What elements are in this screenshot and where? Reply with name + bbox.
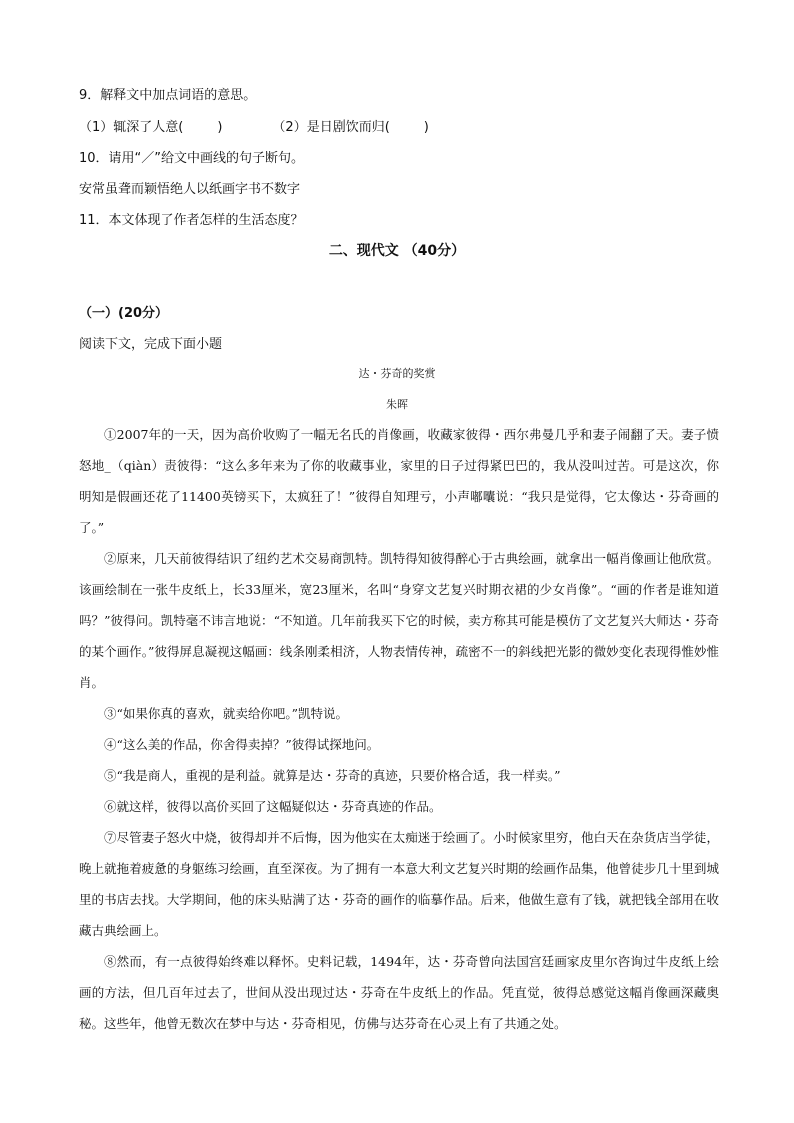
article-paragraph: ②原来，几天前彼得结识了纽约艺术交易商凯特。凯特得知彼得醉心于古典绘画，就拿出一幅肖像画让他欣赏。该画绘制在一张牛皮纸上，长33厘米，宽23厘米，名叫“身穿文艺复兴时期衣裙的少女肖像”。“画的作者是谁知道吗？”彼得问。凯特毫不讳言地说：“不知道。几年前我买下它的时候，卖方称其可能是模仿了文艺复兴大师达・芬奇的某个画作。”彼得屏息凝视这幅画：线条刚柔相济，人物表情传神，疏密不一的斜线把光影的微妙变化表现得惟妙惟肖。 xyxy=(79,551,719,690)
article-paragraph: ⑥就这样，彼得以高价买回了这幅疑似达・芬奇真迹的作品。 xyxy=(104,799,442,814)
article-paragraph: ⑧然而，有一点彼得始终难以释怀。史料记载，1494年，达・芬奇曾向法国宫廷画家皮里尔咨询过牛皮纸上绘画的方法，但几百年过去了，世间从没出现过达・芬奇在牛皮纸上的作品。凭直觉，彼得总感觉这幅肖像画深藏奥秘。这些年，他曾无数次在梦中与达・芬奇相见，仿佛与达芬奇在心灵上有了共通之处。 xyxy=(79,954,719,1031)
article-paragraph: ①2007年的一天，因为高价收购了一幅无名氏的肖像画，收藏家彼得・西尔弗曼几乎和妻子闹翻了天。妻子愤怒地_（qiàn）责彼得：“这么多年来为了你的收藏事业，家里的日子过得紧巴巴的，我从没叫过苦。可是这次，你明知是假画还花了11400英镑买下，太疯狂了！”彼得自知理亏，小声嘟囔说：“我只是觉得，它太像达・芬奇画的了。” xyxy=(79,427,719,535)
article-title: 达・芬奇的奖赏 xyxy=(358,367,436,380)
section-instruction: 阅读下文，完成下面小题 xyxy=(79,337,223,352)
section-title: 二、现代文 （40分） xyxy=(328,243,466,259)
question-9-item-1-text: （1）辄深了人意( xyxy=(79,120,184,135)
question-11: 11．本文体现了作者怎样的生活态度？ xyxy=(79,213,304,228)
question-9-items xyxy=(79,116,429,135)
question-10-sentence: 安常虽聋而颖悟绝人以纸画字书不数字 xyxy=(79,182,301,197)
question-9: 9．解释文中加点词语的意思。 xyxy=(79,88,257,103)
question-10: 10．请用“／”给文中画线的句子断句。 xyxy=(79,151,305,166)
article-paragraph: ③“如果你真的喜欢，就卖给你吧。”凯特说。 xyxy=(104,706,349,721)
article-paragraph: ⑤“我是商人，重视的是利益。就算是达・芬奇的真迹，只要价格合适，我一样卖。” xyxy=(104,768,561,783)
question-9-item-2-close: ) xyxy=(423,120,429,135)
article-author: 朱晖 xyxy=(386,398,408,411)
question-9-item-1-close: ) xyxy=(217,120,223,135)
question-9-item-2-text: （2）是日剧饮而归( xyxy=(272,120,390,135)
article-body xyxy=(79,419,719,1039)
article-paragraph: ④“这么美的作品，你舍得卖掉？”彼得试探地问。 xyxy=(104,737,380,752)
article-paragraph: ⑦尽管妻子怒火中烧，彼得却并不后悔，因为他实在太痴迷于绘画了。小时候家里穷，他白天在杂货店当学徒，晚上就拖着疲惫的身躯练习绘画，直至深夜。为了拥有一本意大利文艺复兴时期的绘画作品集，他曾徒步几十里到城里的书店去找。大学期间，他的床头贴满了达・芬奇的画作的临摹作品。后来，他做生意有了钱，就把钱全部用在收藏古典绘画上。 xyxy=(79,830,719,938)
section-part-label: （一）(20分） xyxy=(79,306,169,321)
